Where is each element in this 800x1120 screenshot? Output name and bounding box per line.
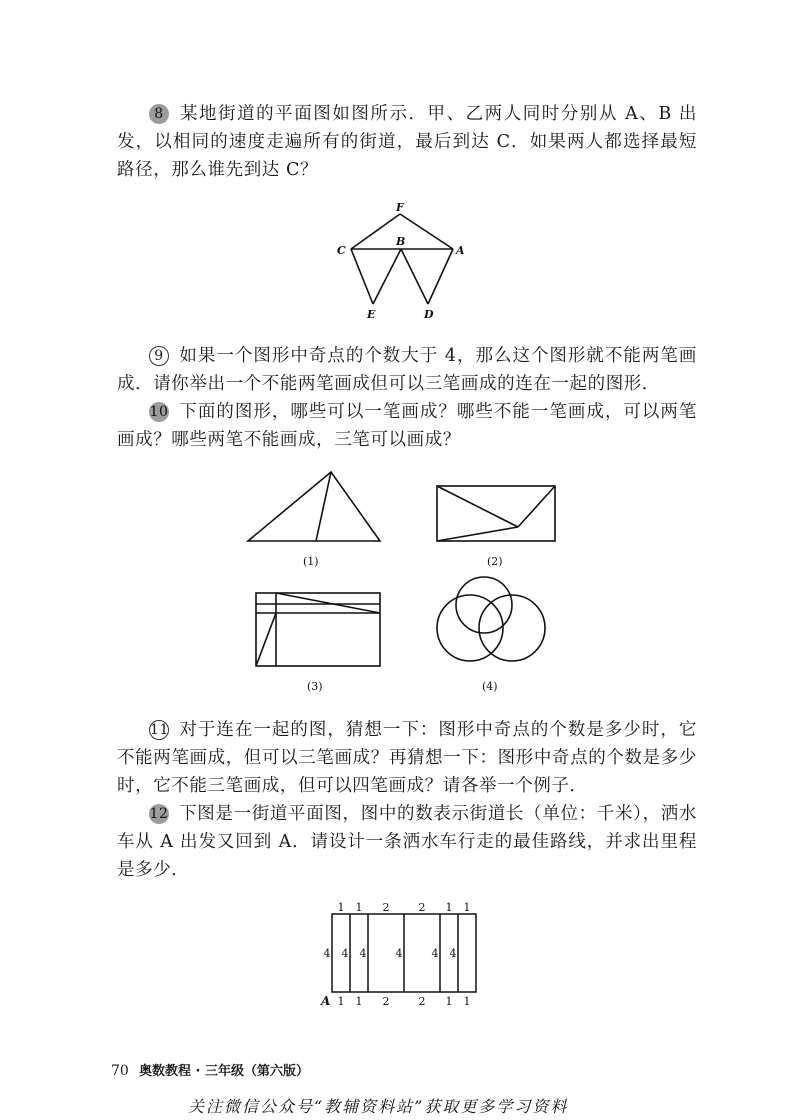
problem-11 bbox=[117, 716, 697, 800]
vertex-label-b: B bbox=[396, 235, 406, 248]
vertex-label-a: A bbox=[456, 244, 465, 257]
length-label: 4 bbox=[341, 947, 349, 960]
edge-bd bbox=[401, 249, 428, 304]
edge-da bbox=[428, 249, 453, 304]
edge-eb bbox=[373, 249, 401, 304]
vertex-label-e: E bbox=[367, 308, 376, 321]
problem-number: 12 bbox=[149, 806, 169, 822]
problem-text: 如果一个图形中奇点的个数大于 4，那么这个图形就不能两笔画成．请你举出一个不能两笔画成但可以三笔画成的连在一起的图形． bbox=[117, 346, 697, 394]
length-label: 2 bbox=[382, 901, 390, 914]
length-label: 1 bbox=[445, 995, 453, 1008]
book-title: 奥数教程 · 三年级（第六版） bbox=[138, 1064, 309, 1079]
problem-text: 对于连在一起的图，猜想一下：图形中奇点的个数是多少时，它不能两笔画成，但可以三笔画成？再猜想一下：图形中奇点的个数是多少时，它不能三笔画成，但可以四笔画成？请各举一个例子． bbox=[117, 720, 697, 796]
problem-10 bbox=[117, 398, 697, 454]
problem-12 bbox=[117, 800, 697, 884]
length-label: 2 bbox=[382, 995, 390, 1008]
vertex-label-d: D bbox=[424, 308, 434, 321]
figure-caption-3: (3) bbox=[307, 680, 323, 693]
figures-problem-10 bbox=[240, 465, 570, 700]
length-label: 4 bbox=[449, 947, 457, 960]
vertex-label-f: F bbox=[396, 201, 404, 214]
edge-fc bbox=[351, 214, 400, 249]
problem-number: 8 bbox=[149, 104, 169, 124]
length-label: 4 bbox=[323, 947, 331, 960]
problem-number: 11 bbox=[150, 722, 170, 738]
figure-3-rectangle bbox=[256, 593, 380, 666]
watermark-text: 关注微信公众号“教辅资料站”获取更多学习资料 bbox=[188, 1097, 569, 1116]
edge-ce bbox=[351, 249, 373, 304]
point-label-a: A bbox=[321, 994, 331, 1008]
length-label: 1 bbox=[463, 901, 471, 914]
problem-number: 10 bbox=[149, 404, 169, 420]
length-label: 1 bbox=[463, 995, 471, 1008]
page-number: 70 bbox=[111, 1063, 129, 1079]
length-label: 2 bbox=[418, 901, 426, 914]
problem-text: 下面的图形，哪些可以一笔画成？哪些不能一笔画成，可以两笔画成？哪些两笔不能画成，三笔可以画成？ bbox=[117, 402, 697, 450]
length-label: 4 bbox=[395, 947, 403, 960]
figure-caption-1: (1) bbox=[303, 555, 319, 568]
length-label: 4 bbox=[359, 947, 367, 960]
length-label: 1 bbox=[337, 995, 345, 1008]
problem-text: 下图是一街道平面图，图中的数表示街道长（单位：千米），洒水车从 A 出发又回到 A．请设计一条洒水车行走的最佳路线，并求出里程是多少． bbox=[117, 804, 697, 880]
page-footer bbox=[111, 1060, 309, 1079]
figure-4-circles bbox=[437, 577, 545, 661]
street-map-figure bbox=[325, 200, 485, 325]
length-label: 1 bbox=[337, 901, 345, 914]
problem-8 bbox=[117, 100, 697, 184]
length-label: 2 bbox=[418, 995, 426, 1008]
length-label: 4 bbox=[431, 947, 439, 960]
figure-2-rectangle bbox=[437, 486, 555, 541]
figure-caption-2: (2) bbox=[487, 555, 503, 568]
length-label: 1 bbox=[445, 901, 453, 914]
length-label: 1 bbox=[355, 901, 363, 914]
problem-9 bbox=[117, 342, 697, 398]
figure-caption-4: (4) bbox=[482, 680, 498, 693]
problem-number: 9 bbox=[149, 346, 169, 366]
edge-fa bbox=[400, 214, 453, 249]
street-grid-figure bbox=[318, 898, 488, 1010]
length-label: 1 bbox=[355, 995, 363, 1008]
vertex-label-c: C bbox=[337, 244, 346, 257]
figure-1-triangle bbox=[248, 472, 380, 541]
problem-text: 某地街道的平面图如图所示．甲、乙两人同时分别从 A、B 出发，以相同的速度走遍所有的街道，最后到达 C．如果两人都选择最短路径，那么谁先到达 C？ bbox=[117, 104, 697, 180]
